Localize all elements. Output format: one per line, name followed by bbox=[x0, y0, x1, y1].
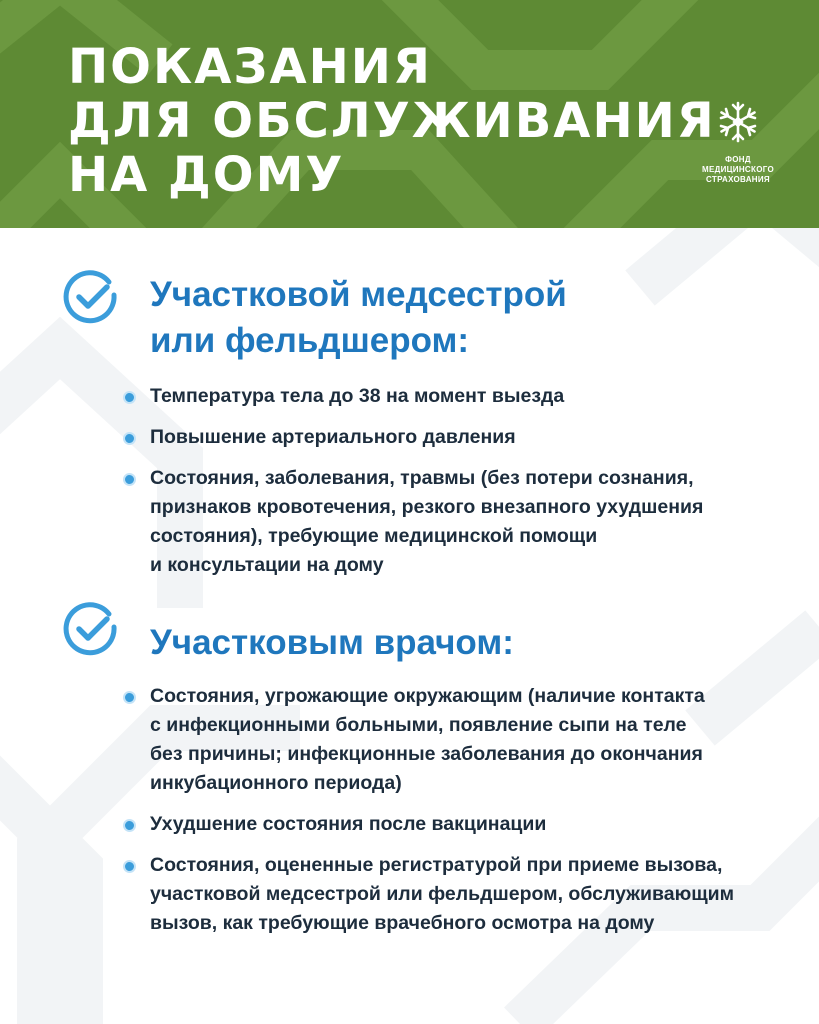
snowflake-logo-icon bbox=[716, 100, 760, 144]
logo-text: ФОНД МЕДИЦИНСКОГО СТРАХОВАНИЯ bbox=[702, 155, 774, 184]
list-item: Повышение артериального давления bbox=[120, 423, 703, 452]
list-item: Состояния, оцененные регистратурой при приеме вызова, участковой медсестрой или фельдшером, обслуживающим вызов, как требующие врачебного осмотра на дому bbox=[120, 851, 734, 938]
list-item: Температура тела до 38 на момент выезда bbox=[120, 382, 703, 411]
list-item: Ухудшение состояния после вакцинации bbox=[120, 810, 734, 839]
section-heading: Участковой медсестрой или фельдшером: bbox=[150, 275, 567, 360]
list-item: Состояния, угрожающие окружающим (наличие контакта с инфекционными больными, появление сыпи на теле без причины; инфекционные заболевания до окончания инкубационного периода) bbox=[120, 682, 734, 798]
indications-list bbox=[120, 382, 703, 592]
checkmark-circle-icon bbox=[62, 268, 120, 326]
section-heading: Участковым врачом: bbox=[150, 623, 514, 662]
checkmark-circle-icon bbox=[62, 600, 120, 658]
header-banner bbox=[0, 0, 819, 228]
fund-logo bbox=[690, 100, 786, 185]
list-item: Состояния, заболевания, травмы (без потери сознания, признаков кровотечения, резкого внезапного ухудшения состояния), требующие медицинской помощи и консультации на дому bbox=[120, 464, 703, 580]
indications-list bbox=[120, 682, 734, 950]
page-title: ПОКАЗАНИЯ ДЛЯ ОБСЛУЖИВАНИЯ НА ДОМУ bbox=[68, 39, 716, 203]
